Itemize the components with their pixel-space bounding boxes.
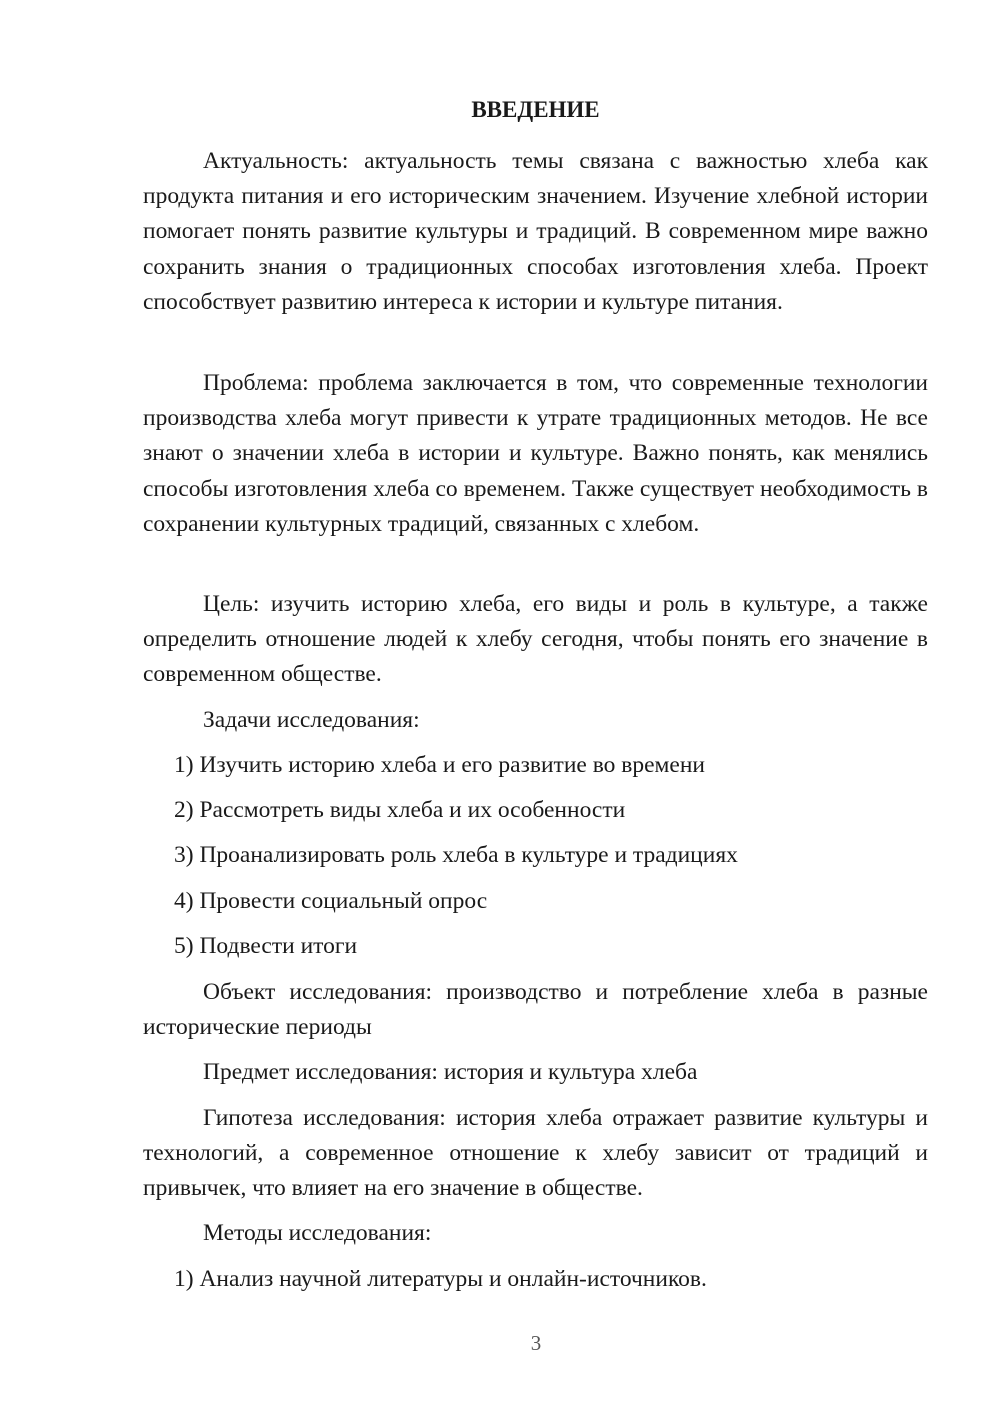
goal-paragraph: Цель: изучить историю хлеба, его виды и роль в культуре, а также определить отношение людей к хлебу сегодня, чтобы понять его значение в современном обществе. xyxy=(143,591,928,688)
method-item-1: 1) Анализ научной литературы и онлайн-источников. xyxy=(174,1266,707,1292)
relevance-paragraph: Актуальность: актуальность темы связана с важностью хлеба как продукта питания и его историческим значением. Изучение хлебной истории помогает понять развитие культуры и традиций. В современном мире важно сохранить знания о традиционных способах изготовления хлеба. Проект способствует развитию интереса к истории и культуре питания. xyxy=(143,148,928,315)
task-item-2: 2) Рассмотреть виды хлеба и их особенности xyxy=(174,797,626,823)
subject-paragraph: Предмет исследования: история и культура хлеба xyxy=(203,1059,698,1085)
page-number: 3 xyxy=(530,1331,542,1355)
problem-paragraph: Проблема: проблема заключается в том, что современные технологии производства хлеба могут привести к утрате традиционных методов. Не все знают о значении хлеба в истории и культуре. Важно понять, как менялись способы изготовления хлеба со временем. Также существует необходимость в сохранении культурных традиций, связанных с хлебом. xyxy=(143,370,928,537)
tasks-heading: Задачи исследования: xyxy=(203,707,420,733)
hypothesis-paragraph: Гипотеза исследования: история хлеба отражает развитие культуры и технологий, а современное отношение к хлебу зависит от традиций и привычек, что влияет на его значение в обществе. xyxy=(143,1105,928,1202)
task-item-3: 3) Проанализировать роль хлеба в культуре и традициях xyxy=(174,842,738,868)
object-paragraph: Объект исследования: производство и потребление хлеба в разные исторические периоды xyxy=(143,979,928,1041)
task-item-4: 4) Провести социальный опрос xyxy=(174,888,488,914)
methods-heading: Методы исследования: xyxy=(203,1220,432,1246)
page-title: ВВЕДЕНИЕ xyxy=(471,97,600,122)
task-item-1: 1) Изучить историю хлеба и его развитие во времени xyxy=(174,752,705,778)
task-item-5: 5) Подвести итоги xyxy=(174,933,358,959)
